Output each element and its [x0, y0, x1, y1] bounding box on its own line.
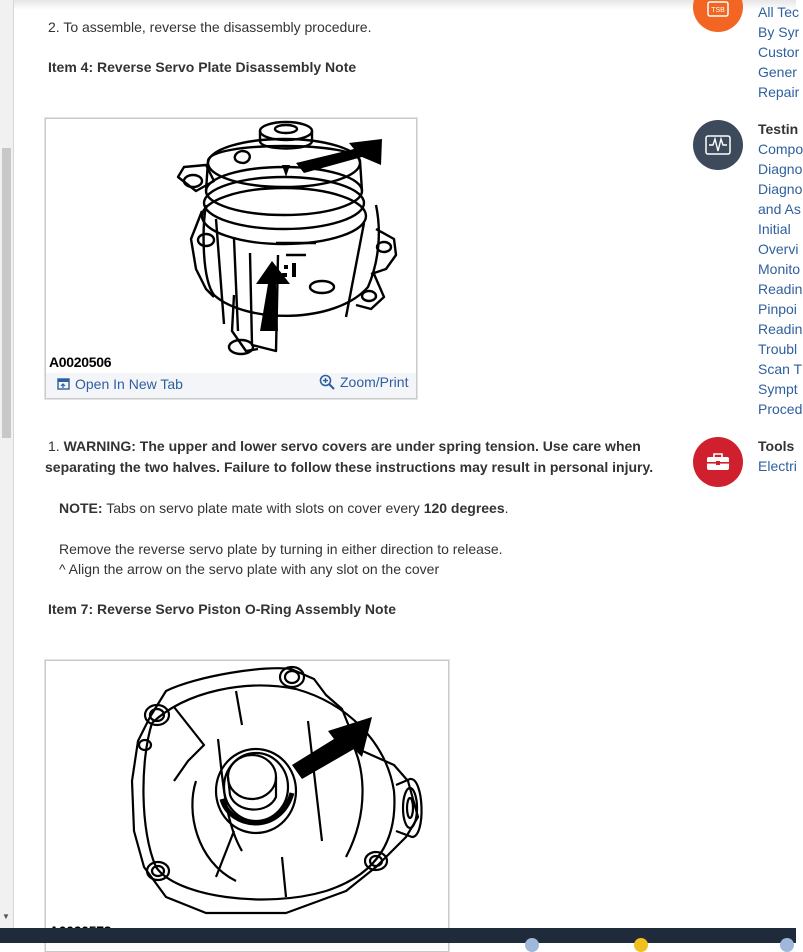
main-content	[14, 0, 680, 928]
toolbox-icon	[706, 453, 730, 471]
item7-heading: Item 7: Reverse Servo Piston O-Ring Assembly Note	[48, 601, 397, 617]
tools-link-0[interactable]: Electri	[758, 458, 797, 474]
open-new-tab-label: Open In New Tab	[75, 376, 183, 392]
tsb-link-4[interactable]: Repair	[758, 84, 800, 100]
testing-link-6[interactable]: Monito	[758, 261, 801, 277]
note-label: NOTE:	[59, 500, 103, 516]
figure-toolbar	[46, 373, 416, 398]
item4-heading: Item 4: Reverse Servo Plate Disassembly Note	[48, 59, 357, 75]
tsb-link-3[interactable]: Gener	[758, 64, 797, 80]
warning-text-1: The upper and lower servo covers are under spring tension. Use care when	[139, 438, 641, 454]
taskbar	[0, 928, 796, 943]
zoom-print-link[interactable]	[319, 374, 408, 390]
testing-link-13[interactable]: Proced	[758, 401, 803, 417]
left-scrollbar[interactable]	[0, 0, 14, 928]
testing-link-8[interactable]: Pinpoi	[758, 301, 797, 317]
remove-instruction: Remove the reverse servo plate by turning in either direction to release.	[59, 541, 503, 557]
zoom-print-label: Zoom/Print	[340, 374, 409, 390]
note-text: Tabs on servo plate mate with slots on cover every	[106, 500, 420, 516]
testing-icon	[693, 120, 743, 170]
taskbar-app-icon[interactable]	[525, 938, 539, 952]
scroll-down-arrow-icon[interactable]: ▼	[2, 912, 10, 921]
warning-line-2: separating the two halves. Failure to follow these instructions may result in personal injury.	[45, 459, 654, 475]
testing-link-1[interactable]: Diagno	[758, 161, 803, 177]
testing-link-4[interactable]: Initial	[758, 221, 791, 237]
tsb-badge-text: TSB	[711, 7, 725, 14]
align-instruction: ^ Align the arrow on the servo plate with any slot on the cover	[59, 561, 440, 577]
testing-title: Testin	[758, 121, 799, 137]
figure-servo-plate	[45, 118, 417, 399]
testing-link-10[interactable]: Troubl	[758, 341, 798, 357]
open-tab-icon	[57, 378, 70, 390]
step-assemble: 2. To assemble, reverse the disassembly procedure.	[48, 19, 372, 35]
waveform-icon	[705, 135, 731, 155]
warning-number: 1.	[48, 438, 60, 454]
testing-link-7[interactable]: Readin	[758, 281, 803, 297]
tsb-link-1[interactable]: By Syr	[758, 24, 800, 40]
note-paragraph	[59, 498, 509, 518]
zoom-in-icon	[319, 374, 335, 390]
testing-link-5[interactable]: Overvi	[758, 241, 799, 257]
testing-link-0[interactable]: Compo	[758, 141, 803, 157]
tools-icon	[693, 437, 743, 487]
tsb-badge-icon	[693, 0, 743, 32]
testing-link-9[interactable]: Readin	[758, 321, 803, 337]
testing-link-2[interactable]: Diagno	[758, 181, 803, 197]
servo-piston-illustration	[46, 661, 448, 923]
tsb-icon	[693, 0, 743, 32]
note-end: .	[504, 500, 509, 516]
figure-servo-piston	[45, 660, 449, 952]
testing-link-3[interactable]: and As	[758, 201, 801, 217]
taskbar-app-icon-3[interactable]	[780, 938, 794, 952]
right-sidebar	[680, 0, 803, 928]
taskbar-app-icon-2[interactable]	[634, 938, 648, 952]
testing-link-12[interactable]: Sympt	[758, 381, 798, 397]
scrollbar-thumb[interactable]	[2, 148, 11, 438]
tsb-link-2[interactable]: Custor	[758, 44, 800, 60]
open-new-tab-link[interactable]	[57, 376, 183, 392]
servo-plate-illustration	[46, 119, 416, 369]
figure-caption: A0020506	[49, 354, 112, 370]
note-emphasis: 120 degrees	[423, 500, 505, 516]
testing-link-11[interactable]: Scan T	[758, 361, 803, 377]
tools-title: Tools	[758, 438, 795, 454]
warning-line-1	[48, 436, 641, 456]
tsb-link-0[interactable]: All Tec	[758, 4, 799, 20]
warning-label: WARNING:	[63, 438, 136, 454]
